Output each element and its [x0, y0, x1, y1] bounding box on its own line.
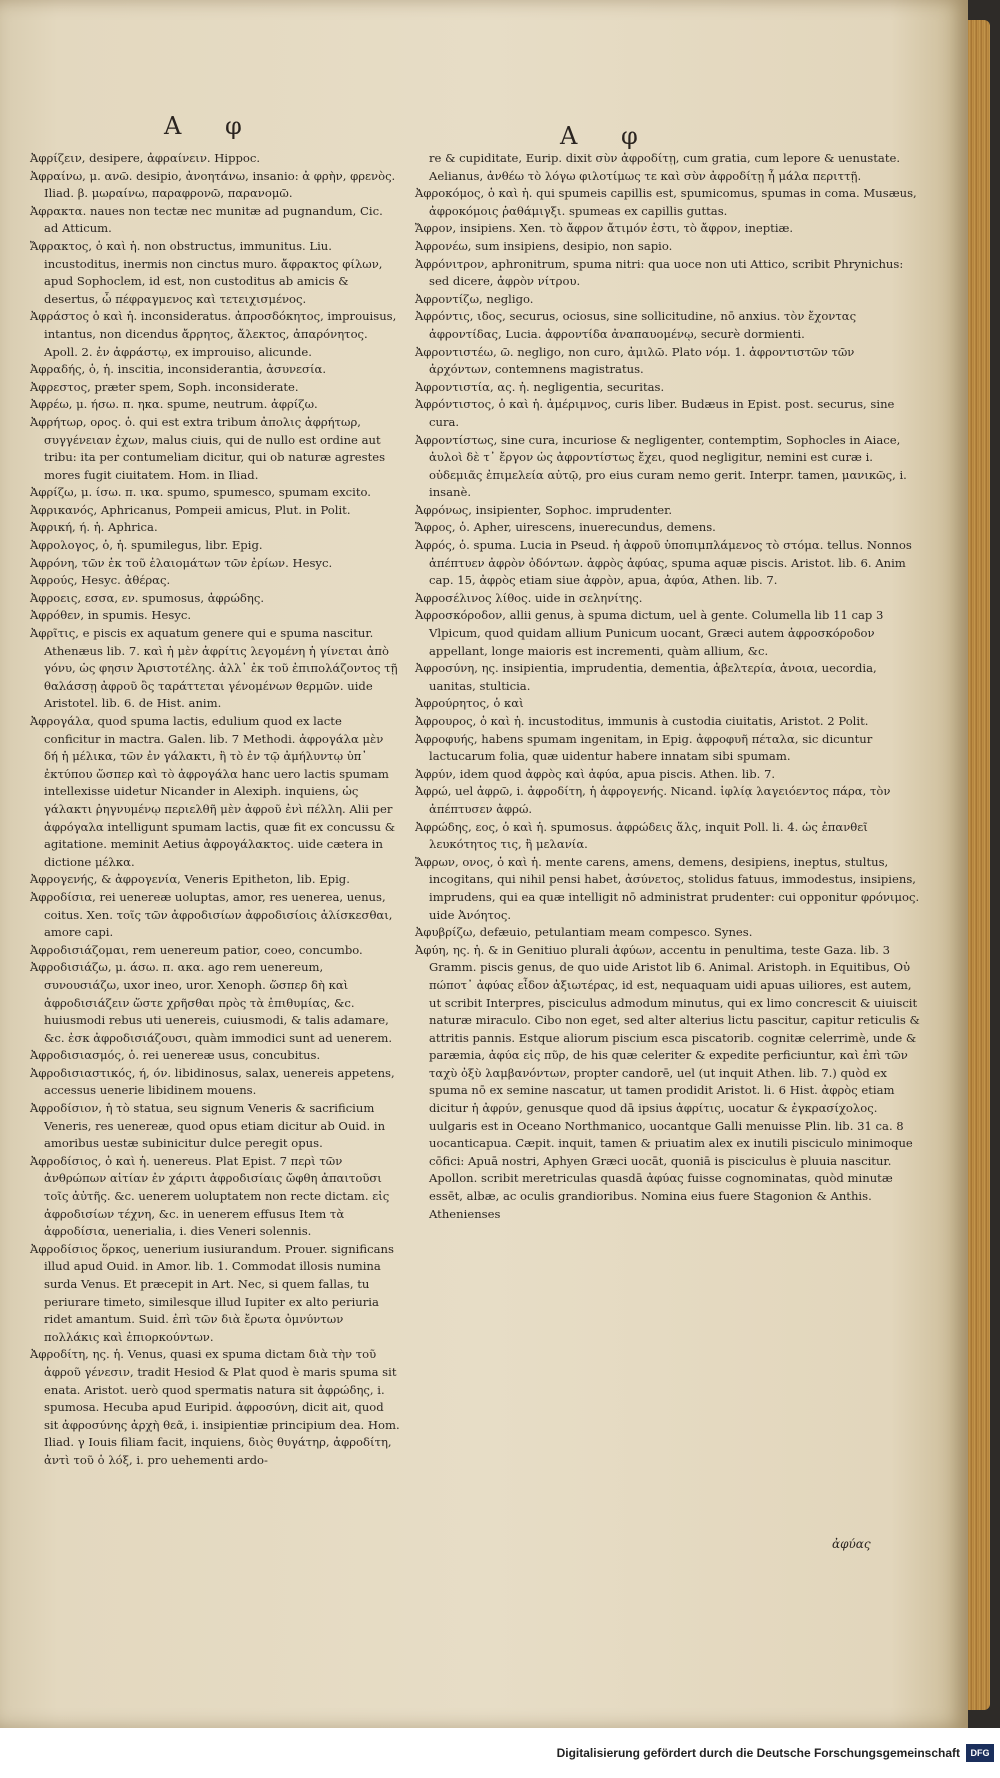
dictionary-entry: Ἀφροδισιαστικός, ή, όν. libidinosus, salax, uenereis appetens, accessus uenerie libidinem mouens.	[30, 1065, 395, 1098]
dictionary-entry: Ἀφρόνως, insipienter, Sophoc. imprudenter.	[415, 502, 673, 517]
dictionary-entry: Ἀφρούς, Hesyc. ἀθέρας.	[30, 573, 171, 588]
header-left: Α φ	[164, 112, 260, 140]
dictionary-entry: Ἀφρόνη, τῶν ἐκ τοῦ ἐλαιομάτων τῶν ἐρίων. Hesyc.	[30, 555, 333, 570]
dictionary-entry: Ἀφρόνιτρον, aphronitrum, spuma nitri: qua uoce non uti Attico, scribit Phrynichus: sed dicere, ἀφρὸν νίτρου.	[415, 256, 904, 289]
footer-bar	[0, 1728, 1000, 1778]
dictionary-entry: Ἀφροδισιάζομαι, rem uenereum patior, coeo, concumbo.	[30, 942, 363, 957]
dictionary-entry: Ἀφρῖτις, e piscis ex aquatum genere qui e spuma nascitur. Athenæus lib. 7. καὶ ἡ μὲν ἀφρίτις λεγομένη ἡ γίνεται ἀπὸ γόνυ, ὡς φησιν Ἀριστοτέλης. ἀλλ᾽ ἐκ τοῦ ἐπιπολάζοντος τῇ θαλάσσῃ ἀφροῦ ὃς ταράττεται γένομένων θερμῶν. uide Aristotel. lib. 6. de Hist. anim.	[30, 626, 398, 711]
left-column	[30, 150, 400, 1470]
dictionary-entry: Ἀφρικανός, Aphricanus, Pompeii amicus, Plut. in Polit.	[30, 502, 351, 517]
dictionary-entry: Ἀφρολογος, ὁ, ἡ. spumilegus, libr. Epig.	[30, 538, 263, 553]
dictionary-entry: Ἀφυβρίζω, defæuio, petulantiam meam compesco. Synes.	[415, 925, 753, 940]
dictionary-entry: Ἄφρων, ονος, ὁ καὶ ἡ. mente carens, amens, demens, desipiens, ineptus, stultus, incogitans, qui nihil pensi habet, ἀσύνετος, stolidus fatuus, immodestus, insipiens, imprudens, qui ea quæ intelligit nō administrat prudenter: cui opponitur φρόνιμος. uide Ἀνόητος.	[415, 854, 920, 922]
dictionary-entry: Ἀφραδής, ὁ, ἡ. inscitia, inconsiderantia, ἀσυνεσία.	[30, 362, 327, 377]
dictionary-entry: Ἀφρίζω, μ. ίσω. π. ικα. spumo, spumesco, spumam excito.	[30, 485, 371, 500]
page-edge	[968, 20, 990, 1710]
right-column	[415, 150, 920, 1223]
dictionary-entry: Ἀφροντίστως, sine cura, incuriose & negligenter, contemptim, Sophocles in Aiace, ἀυλοὶ δὲ τ᾽ ἔργον ὡς ἀφροντίστως ἔχει, quod negligitur, nemini est curæ i. οὐδεμιᾶς ἐπιμελεία αὐτῷ, pro eius curam nemo gerit. Interpr. tamen, μανικῶς, i. insanè.	[415, 432, 907, 500]
dictionary-entry: Ἀφροσκόροδον, allii genus, à spuma dictum, uel à gente. Columella lib 11 cap 3 Vlpicum, quod quidam allium Punicum uocant, Græci autem ἀφροσκόροδον appellant, longe maioris est incrementi, quàm allium, &c.	[415, 608, 884, 658]
catchword: ἀφύας	[832, 1537, 871, 1551]
dictionary-entry: Ἀφρώδης, εος, ὁ καὶ ἡ. spumosus. ἀφρώδεις ἅλς, inquit Poll. li. 4. ὡς ἐπανθεῖ λευκότητος τις, ἢ μελανία.	[415, 819, 868, 852]
dictionary-entry: Ἀφρόντις, ιδος, securus, ociosus, sine sollicitudine, nō anxius. τὸν ἔχοντας ἀφροντίδας, Lucia. ἀφροντίδα ἀναπαυομένῳ, securè dormienti.	[415, 309, 857, 341]
dictionary-entry: Ἀφροδίσιος ὅρκος, uenerium iusiurandum. Prouer. significans illud apud Ouid. in Amor. lib. 1. Commodat illosis numina surda Venus. Et præcepit in Art. Nec, si quem fallas, tu periurare timeto, similesque illud Iupiter ex alto periuria ridet amantum. Suid. ἐπὶ τῶν διὰ ἔρωτα ὀμνύντων πολλάκις καὶ ἐπιορκούντων.	[30, 1241, 394, 1344]
dictionary-entry: Ἀφροεις, εσσα, εν. spumosus, ἀφρώδης.	[30, 590, 265, 605]
dictionary-entry: Ἄφρος, ὁ. Apher, uirescens, inuerecundus, demens.	[415, 520, 716, 535]
dictionary-entry: Ἀφροντιστέω, ῶ. negligo, non curo, ἀμιλῶ. Plato νόμ. 1. ἀφροντιστῶν τῶν ἀρχόντων, contemnens magistratus.	[415, 344, 855, 377]
dictionary-entry: Ἀφρέω, μ. ήσω. π. ηκα. spume, neutrum. ἀφρίζω.	[30, 397, 318, 412]
dictionary-entry: Ἀφρούρητος, ὁ καὶ	[415, 696, 524, 711]
dictionary-entry: Ἀφρεστος, præter spem, Soph. inconsiderate.	[30, 379, 299, 394]
dictionary-entry: Ἀφροδίσιον, ἡ τὸ statua, seu signum Veneris & sacrificium Veneris, res uenereæ, quod opus etiam dicitur ab Ouid. in amoribus uestæ subinicitur dulce peregit opus.	[30, 1101, 386, 1151]
dictionary-entry: Ἀφύη, ης. ἡ. & in Genitiuo plurali ἀφύων, accentu in penultima, teste Gaza. lib. 3 Gramm. piscis genus, de quo uide Aristot lib 6. Animal. Aristoph. in Equitibus, Οὐ πώποτ᾽ ἀφύας εἶδον ἀξιωτέρας, id est, nequaquam uidi apuas uiliores, est autem, ut scribit Interpres, pisciculus admodum minutus, qui ex limo concrescit & uiuiscit naturæ miraculo. Cibo non eget, sed alter alterius lictu pascitur, capitur reticulis & attritis pannis. Estque aliorum piscium esca piscatorib. cognitæ celerrimè, unde & paræmia, ἀφύα εἰς πῦρ, de his quæ celeriter & expedite perficiuntur, καὶ ἐπὶ τῶν ταχὺ ὀξὺ λαμβανόντων, propter candorē, uel (ut inquit Athen. lib. 7.) quòd ex spuma nō ex semine nascatur, ut tamen prodidit Aristot. li. 6 Hist. ἀφρὸς etiam dicitur ἡ ἀφρύν, genusque quod dā ipsius ἀφρίτις, uocatur & ἐγκρασίχολος. uulgaris est in Oceano Northmanico, uocantque Galli menuisse Plin. lib. 31 ca. 8 uocanticapua. Cæpit. inquit, tamen & priuatim alex ex inutili pisciculo minimoque cōfici: Apuā nostri, Aphyen Græci uocāt, quoniā is pisciculus è pluuia nascitur. Apollon. scribit meretriculas quasdā ἀφύας fuisse cognominatas, quòd minutæ essēt, albæ, ac oculis grandioribus. Nomina eius fuere Stagonion & Anthis. Athenienses	[415, 942, 920, 1221]
dictionary-entry: Ἀφρογάλα, quod spuma lactis, edulium quod ex lacte conficitur in mactra. Galen. lib. 7 Methodi. ἀφρογάλα μὲν δή ἡ μέλικα, τῶν ἐν γάλακτι, ἢ τὸ ἐν τῷ ἀμήλυντῳ ὑπ᾽ ἐκτύπου ὥσπερ καὶ τὸ ἀφρογάλα hanc uero lactis spumam intellexisse uidetur Nicander in Alexiph. inquiens, ὡς γάλακτι ῥηγνυμένῳ περιελθῆ μὲν ἀφροῦ ἐνὶ πέλλη. Alii per ἀφρόγαλα intelligunt spumam lactis, quæ fit ex concussu & agitatione. meminit Aetius ἀφρογάλακτος. uide cætera in dictione μέλκα.	[30, 714, 396, 869]
dictionary-entry: Ἀφροφυής, habens spumam ingenitam, in Epig. ἀφροφυῆ πέταλα, sic dicuntur lactucarum folia, quæ uidentur habere innatam sibi spumam.	[415, 731, 873, 764]
dictionary-entry: Ἀφροδισιάζω, μ. άσω. π. ακα. ago rem uenereum, συνουσιάζω, uxor ineo, uror. Xenoph. ὥσπερ δὴ καὶ ἀφροδισιάζειν ὥστε χρῆσθαι πρὸς τὰ ἐπιθυμίας, &c. huiusmodi rebus uti uenereis, cuiusmodi, & talis adamare, &c. ἐσκ ἀφροδισιάζουσι, quàm immodici sunt ad uenerem.	[30, 960, 393, 1045]
dictionary-entry: Ἀφρήτωρ, ορος. ὁ. qui est extra tribum ἀπολις ἀφρήτωρ, συγγένειαν ἐχων, malus ciuis, qui de nullo est ordine aut tribu: ita per contumeliam dicitur, qui ob naturæ agrestes mores fugit ciuitatem. Hom. in Iliad.	[30, 414, 386, 482]
dictionary-entry: Ἀφραίνω, μ. ανῶ. desipio, ἀνοητάνω, insanio: ἀ φρὴν, φρενὸς. Iliad. β. μωραίνω, παραφρονῶ, παρανομῶ.	[30, 168, 396, 201]
dictionary-entry: Ἀφρώ, uel ἀφρῶ, i. ἀφροδίτη, ἡ ἀφρογενής. Nicand. ἰφλίᾳ λαγειόεντος πάρα, τὸν ἀπέπτυσεν ἀφρώ.	[415, 784, 891, 816]
dictionary-entry: Ἄφρακτος, ὁ καὶ ἡ. non obstructus, immunitus. Liu. incustoditus, inermis non cinctus muro. ἄφρακτος φίλων, apud Sophoclem, id est, non custoditus ab amicis & desertus, ὦ πέφραγμενος καὶ τετειχισμένος.	[30, 238, 383, 306]
dictionary-entry: Ἀφρός, ὁ. spuma. Lucia in Pseud. ἡ ἀφροῦ ὑποπιμπλάμενος τὸ στόμα. tellus. Nonnos ἀπέπτυεν ἀφρὸν ὀδόντων. ἀφρὸς ἀφύας, spuma aquæ piscis. Aristot. lib. 6. Anim cap. 15, ἀφρὸς etiam siue ἀφρὸν, apua, ἀφύα, Athen. lib. 7.	[415, 538, 912, 588]
dictionary-entry: Ἀφρονέω, sum insipiens, desipio, non sapio.	[415, 238, 673, 253]
dictionary-entry: Ἀφροδίτη, ης. ἡ. Venus, quasi ex spuma dictam διὰ τὴν τοῦ ἀφροῦ γένεσιν, tradit Hesiod & Plat quod è maris spuma sit enata. Aristot. uerò quod spermatis natura sit ἀφρώδης, i. spumosa. Hecuba apud Euripid. ἀφροσύνη, dicit ait, quod sit ἀφροσύνης ἀρχὴ θεᾶ, i. insipientiæ principium dea. Hom. Iliad. γ Iouis filiam facit, inquiens, διὸς θυγάτηρ, ἀφροδίτη, ἀντὶ τοῦ ὁ λόξ, i. pro uehementi ardo-	[30, 1347, 400, 1467]
dfg-logo: DFG	[966, 1744, 994, 1762]
dictionary-entry: Ἀφροντίζω, negligo.	[415, 291, 534, 306]
dictionary-entry: re & cupiditate, Eurip. dixit σὺν ἀφροδίτῃ, cum gratia, cum lepore & uenustate. Aelianus, ἀνθέω τὸ λόγω φιλοτίμως τε καὶ σὺν ἀφροδίτῃ ἦ μάλα περιττῇ.	[429, 151, 901, 183]
dictionary-entry: Ἀφρουρος, ὁ καὶ ἡ. incustoditus, immunis à custodia ciuitatis, Aristot. 2 Polit.	[415, 714, 869, 728]
dictionary-entry: Ἀφρόντιστος, ὁ καὶ ἡ. ἀμέριμνος, curis liber. Budæus in Epist. post. securus, sine cura.	[415, 397, 895, 429]
dictionary-entry: Ἀφρόθεν, in spumis. Hesyc.	[30, 608, 192, 623]
footer-credit: Digitalisierung gefördert durch die Deutsche Forschungsgemeinschaft	[556, 1746, 960, 1760]
dictionary-entry: Ἄφρον, insipiens. Xen. τὸ ἄφρον ἄτιμόν ἐστι, τὸ ἄφρον, ineptiæ.	[415, 221, 794, 236]
dictionary-entry: Ἀφροσύνη, ης. insipientia, imprudentia, dementia, ἀβελτερία, ἀνοια, uecordia, uanitas, stulticia.	[415, 661, 877, 693]
dictionary-entry: Ἀφροδίσια, rei uenereæ uoluptas, amor, res uenerea, uenus, coitus. Xen. τοῖς τῶν ἀφροδισίων ἀφροδισίοις ἁλίσκεσθαι, amore capi.	[30, 889, 393, 940]
dictionary-entry: Ἀφρακτα. naues non tectæ nec munitæ ad pugnandum, Cic. ad Atticum.	[30, 203, 383, 236]
dictionary-entry: Ἀφρύν, idem quod ἀφρὸς καὶ ἀφύα, apua piscis. Athen. lib. 7.	[415, 766, 776, 781]
dictionary-entry: Ἀφράστος ὁ καὶ ἡ. inconsideratus. ἀπροσδόκητος, improuisus, intantus, non dicendus ἄρρητος, ἄλεκτος, ἀπαρόνητος. Apoll. 2. ἐν ἀφράστῳ, ex improuiso, alicunde.	[30, 309, 397, 359]
dictionary-entry: Ἀφροντιστία, ας. ἡ. negligentia, securitas.	[415, 379, 665, 394]
dictionary-entry: Ἀφρική, ή. ἡ. Aphrica.	[30, 520, 158, 535]
header-right: Α φ	[560, 122, 656, 150]
dictionary-entry: Ἀφροκόμος, ὁ καὶ ἡ. qui spumeis capillis est, spumicomus, spumas in coma. Musæus, ἀφροκόμοις ῥαθάμιγξι. spumeas ex capillis guttas.	[415, 186, 917, 218]
dictionary-entry: Ἀφροσέλινος λίθος. uide in σεληνίτης.	[415, 590, 643, 605]
dictionary-entry: Ἀφροδισιασμός, ὁ. rei uenereæ usus, concubitus.	[30, 1048, 321, 1063]
dictionary-entry: Ἀφρίζειν, desipere, ἀφραίνειν. Hippoc.	[30, 151, 261, 165]
dictionary-entry: Ἀφρογενής, & ἀφρογενία, Veneris Epitheton, lib. Epig.	[30, 872, 350, 887]
dictionary-entry: Ἀφροδίσιος, ὁ καὶ ἡ. uenereus. Plat Epist. 7 περὶ τῶν ἀνθρώπων αἰτίαν ἐν χάριτι ἀφροδισίαις ὤφθη ἀπαιτοῦσι τοῖς ἀὐτῆς. &c. uenerem uoluptatem non recte dictam. εἰς ἀφροδισίων τέχνη, &c. in uenerem effusus Item τὰ ἀφροδίσια, uenerialia, i. dies Veneri solennis.	[30, 1153, 390, 1239]
